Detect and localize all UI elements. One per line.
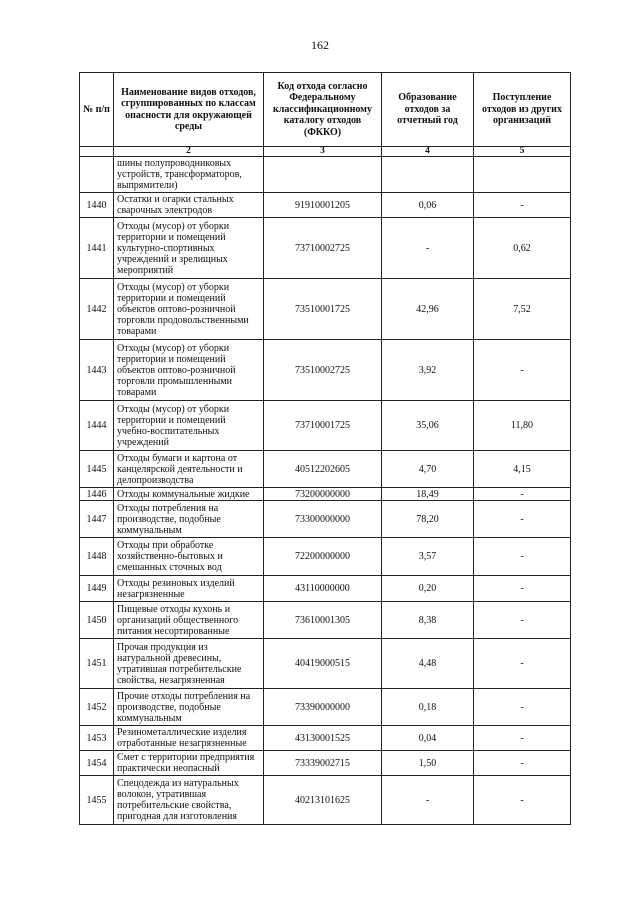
table-row: [80, 726, 571, 751]
waste-name: Отходы резиновых изделий незагрязненные: [114, 576, 264, 602]
fkko-code: 73510001725: [264, 279, 382, 340]
row-number: 1449: [80, 576, 114, 602]
column-number: 5: [474, 147, 571, 157]
fkko-code: 73710002725: [264, 218, 382, 279]
row-number: [80, 157, 114, 193]
table-row: [80, 451, 571, 488]
waste-name: Остатки и огарки стальных сварочных электродов: [114, 193, 264, 218]
received-amount: 4,15: [474, 451, 571, 488]
table-row: [80, 538, 571, 576]
table-row: [80, 576, 571, 602]
header-name: Наименование видов отходов, сгруппированных по классам опасности для окружающей среды: [114, 73, 264, 147]
formed-amount: 42,96: [382, 279, 474, 340]
received-amount: 7,52: [474, 279, 571, 340]
fkko-code: 73339002715: [264, 751, 382, 776]
formed-amount: 35,06: [382, 401, 474, 451]
formed-amount: 1,50: [382, 751, 474, 776]
fkko-code: 73390000000: [264, 689, 382, 726]
table-row: [80, 776, 571, 825]
table-row: [80, 401, 571, 451]
fkko-code: 40419000515: [264, 639, 382, 689]
waste-name: Прочая продукция из натуральной древесины, утратившая потребительские свойства, незагрязненная: [114, 639, 264, 689]
received-amount: -: [474, 726, 571, 751]
received-amount: -: [474, 776, 571, 825]
table-row: [80, 193, 571, 218]
formed-amount: [382, 157, 474, 193]
waste-name: Отходы (мусор) от уборки территории и помещений учебно-воспитательных учреждений: [114, 401, 264, 451]
formed-amount: 0,18: [382, 689, 474, 726]
formed-amount: 78,20: [382, 501, 474, 538]
fkko-code: 43110000000: [264, 576, 382, 602]
fkko-code: 73200000000: [264, 488, 382, 501]
row-number: 1452: [80, 689, 114, 726]
table-row: [80, 340, 571, 401]
fkko-code: 91910001205: [264, 193, 382, 218]
header-code: Код отхода согласно Федеральному классификационному каталогу отходов (ФККО): [264, 73, 382, 147]
received-amount: -: [474, 340, 571, 401]
fkko-code: 43130001525: [264, 726, 382, 751]
received-amount: -: [474, 639, 571, 689]
row-number: 1443: [80, 340, 114, 401]
formed-amount: -: [382, 218, 474, 279]
received-amount: 11,80: [474, 401, 571, 451]
fkko-code: 73610001305: [264, 602, 382, 639]
waste-name: Прочие отходы потребления на производстве, подобные коммунальным: [114, 689, 264, 726]
table-row: [80, 157, 571, 193]
table-row: [80, 279, 571, 340]
received-amount: -: [474, 488, 571, 501]
waste-name: Спецодежда из натуральных волокон, утратившая потребительские свойства, пригодная для изготовления: [114, 776, 264, 825]
waste-name: Пищевые отходы кухонь и организаций общественного питания несортированные: [114, 602, 264, 639]
fkko-code: 73710001725: [264, 401, 382, 451]
fkko-code: 73300000000: [264, 501, 382, 538]
waste-name: Отходы при обработке хозяйственно-бытовых и смешанных сточных вод: [114, 538, 264, 576]
formed-amount: 3,57: [382, 538, 474, 576]
row-number: 1445: [80, 451, 114, 488]
received-amount: -: [474, 602, 571, 639]
received-amount: -: [474, 193, 571, 218]
table-row: [80, 689, 571, 726]
received-amount: -: [474, 689, 571, 726]
header-received: Поступление отходов из других организаций: [474, 73, 571, 147]
waste-name: Отходы (мусор) от уборки территории и помещений объектов оптово-розничной торговли промышленными товарами: [114, 340, 264, 401]
column-number: 2: [114, 147, 264, 157]
waste-name: Отходы (мусор) от уборки территории и помещений культурно-спортивных учреждений и зрелищных мероприятий: [114, 218, 264, 279]
formed-amount: 3,92: [382, 340, 474, 401]
received-amount: [474, 157, 571, 193]
waste-name: Отходы коммунальные жидкие: [114, 488, 264, 501]
column-number-row: [80, 147, 571, 157]
received-amount: -: [474, 501, 571, 538]
waste-name: Отходы потребления на производстве, подобные коммунальным: [114, 501, 264, 538]
table-body: [80, 157, 571, 825]
received-amount: -: [474, 751, 571, 776]
table-row: [80, 639, 571, 689]
fkko-code: 40213101625: [264, 776, 382, 825]
formed-amount: 18,49: [382, 488, 474, 501]
page-number: 162: [311, 38, 329, 52]
received-amount: -: [474, 538, 571, 576]
row-number: 1450: [80, 602, 114, 639]
waste-name: шины полупроводниковых устройств, трансформаторов, выпрямители): [114, 157, 264, 193]
fkko-code: [264, 157, 382, 193]
formed-amount: 4,48: [382, 639, 474, 689]
waste-name: Резинометаллические изделия отработанные незагрязненные: [114, 726, 264, 751]
column-number: 4: [382, 147, 474, 157]
row-number: 1440: [80, 193, 114, 218]
column-number-blank: [80, 147, 114, 157]
row-number: 1447: [80, 501, 114, 538]
table-row: [80, 501, 571, 538]
row-number: 1442: [80, 279, 114, 340]
header-num: № п/п: [80, 73, 114, 147]
formed-amount: 4,70: [382, 451, 474, 488]
table-row: [80, 751, 571, 776]
header-formed: Образование отходов за отчетный год: [382, 73, 474, 147]
formed-amount: 8,38: [382, 602, 474, 639]
row-number: 1451: [80, 639, 114, 689]
formed-amount: -: [382, 776, 474, 825]
row-number: 1454: [80, 751, 114, 776]
waste-name: Отходы бумаги и картона от канцелярской деятельности и делопроизводства: [114, 451, 264, 488]
row-number: 1444: [80, 401, 114, 451]
formed-amount: 0,04: [382, 726, 474, 751]
row-number: 1453: [80, 726, 114, 751]
formed-amount: 0,20: [382, 576, 474, 602]
waste-table: [79, 72, 571, 825]
formed-amount: 0,06: [382, 193, 474, 218]
received-amount: -: [474, 576, 571, 602]
received-amount: 0,62: [474, 218, 571, 279]
row-number: 1448: [80, 538, 114, 576]
fkko-code: 72200000000: [264, 538, 382, 576]
fkko-code: 40512202605: [264, 451, 382, 488]
header-row: [80, 73, 571, 147]
row-number: 1455: [80, 776, 114, 825]
row-number: 1441: [80, 218, 114, 279]
table-row: [80, 602, 571, 639]
table-row: [80, 488, 571, 501]
table-row: [80, 218, 571, 279]
fkko-code: 73510002725: [264, 340, 382, 401]
column-number: 3: [264, 147, 382, 157]
waste-name: Отходы (мусор) от уборки территории и помещений объектов оптово-розничной торговли продовольственными товарами: [114, 279, 264, 340]
waste-name: Смет с территории предприятия практически неопасный: [114, 751, 264, 776]
row-number: 1446: [80, 488, 114, 501]
